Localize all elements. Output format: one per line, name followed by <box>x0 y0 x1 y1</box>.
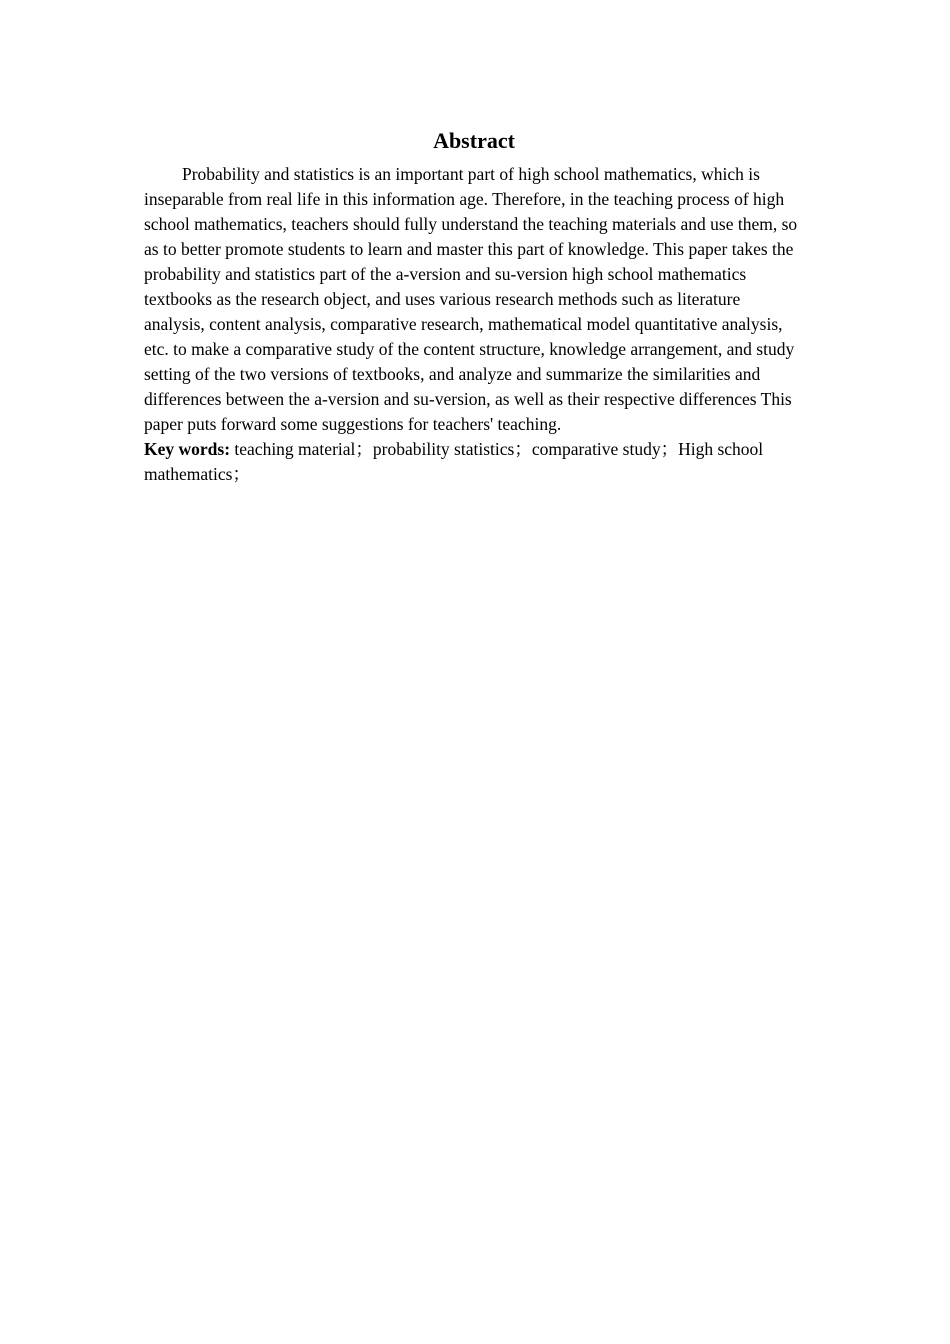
abstract-section <box>144 126 804 487</box>
abstract-paragraph: Probability and statistics is an important part of high school mathematics, which is inseparable from real life in this information age. Therefore, in the teaching process of high school mathematics, teachers should fully understand the teaching materials and use them, so as to better promote students to learn and master this part of knowledge. This paper takes the probability and statistics part of the a-version and su-version high school mathematics textbooks as the research object, and uses various research methods such as literature analysis, content analysis, comparative research, mathematical model quantitative analysis, etc. to make a comparative study of the content structure, knowledge arrangement, and study setting of the two versions of textbooks, and analyze and summarize the similarities and differences between the a-version and su-version, as well as their respective differences This paper puts forward some suggestions for teachers' teaching. <box>144 164 798 434</box>
keywords-label: Key words: <box>144 439 231 459</box>
keywords-text: teaching material；probability statistics；comparative study；High school mathematics； <box>144 439 764 484</box>
keywords-line <box>144 437 804 487</box>
page-title: Abstract <box>433 128 515 153</box>
